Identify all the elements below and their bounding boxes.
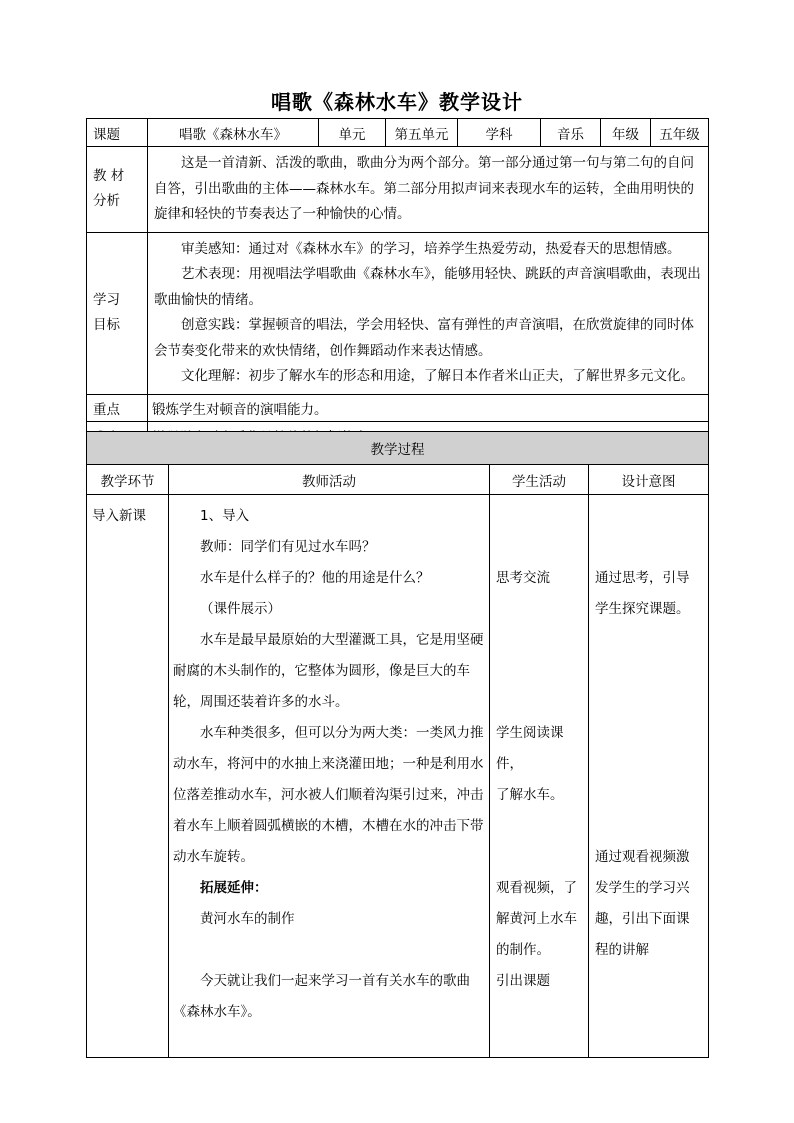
unit-label: 单元 <box>319 119 386 147</box>
teacher-waterwheel-desc: 水车是最早最原始的大型灌溉工具，它是用坚硬耐腐的木头制作的，它整体为圆形，像是巨大的车轮，周围还装着许多的水斗。 <box>173 632 484 710</box>
teacher-waterwheel-types: 水车种类很多，但可以分为两大类：一类风力推动水车，将河中的水抽上来浇灌田地；一种是利用水位落差推动水车，河水被人们顺着沟渠引过来，冲击着水车上顺着圆弧横嵌的木槽，木槽在水的冲击下带动水车旋转。 <box>173 725 484 865</box>
col-teacher-header: 教师活动 <box>169 465 490 495</box>
col-design-header: 设计意图 <box>589 465 709 495</box>
grade-label: 年级 <box>601 119 651 147</box>
col-student-header: 学生活动 <box>490 465 589 495</box>
teacher-extension-label <box>173 873 485 904</box>
analysis-label-line1: 教 材 <box>93 168 125 185</box>
goal-cultural: 文化理解：初步了解水车的形态和用途，了解日本作者米山正夫，了解世界多元文化。 <box>181 368 694 384</box>
teacher-step-intro: 1、导入 <box>200 508 250 524</box>
key-point-label: 重点 <box>87 394 148 421</box>
process-header-row <box>87 432 709 465</box>
analysis-row <box>87 147 709 233</box>
design-video-2: 发学生的学习兴 <box>595 880 690 896</box>
col-stage-header: 教学环节 <box>87 465 169 495</box>
design-video-4: 程的讲解 <box>595 942 649 958</box>
info-row <box>87 119 709 147</box>
teacher-question-1: 教师：同学们有见过水车吗？ <box>200 539 376 555</box>
column-header-row <box>87 465 709 495</box>
lesson-info-table <box>86 118 709 451</box>
design-think-1: 通过思考，引导 <box>595 570 690 586</box>
unit-value: 第五单元 <box>386 119 458 147</box>
teacher-yellow-river: 黄河水车的制作 <box>200 911 295 927</box>
teacher-question-2: 水车是什么样子的？他的用途是什么？ <box>200 570 430 586</box>
extension-heading: 拓展延伸： <box>200 880 268 896</box>
goals-label-line2: 目标 <box>93 317 120 333</box>
stage-cell: 导入新课 <box>87 495 169 1058</box>
teacher-closing: 今天就让我们一起来学习一首有关水车的歌曲《森林水车》。 <box>173 973 470 1020</box>
teacher-courseware-note: （课件展示） <box>200 601 281 617</box>
intro-row <box>87 495 709 1058</box>
student-think: 思考交流 <box>496 570 550 586</box>
design-video-1: 通过观看视频激 <box>595 849 690 865</box>
subject-label: 学科 <box>458 119 541 147</box>
analysis-label-line2: 分析 <box>93 193 120 210</box>
document-title: 唱歌《森林水车》教学设计 <box>271 90 523 114</box>
goal-creative: 创意实践：掌握顿音的唱法，学会用轻快、富有弹性的声音演唱，在欣赏旋律的同时体会节奏变化带来的欢快情绪，创作舞蹈动作来表达情感。 <box>154 317 694 359</box>
teacher-spacer <box>173 935 485 966</box>
student-read-1: 学生阅读课件， <box>496 725 564 772</box>
goals-label-line1: 学习 <box>93 292 120 308</box>
design-intent-cell <box>589 495 709 1058</box>
topic-label: 课题 <box>87 119 148 147</box>
student-topic: 引出课题 <box>496 973 550 989</box>
goal-aesthetic: 审美感知：通过对《森林水车》的学习，培养学生热爱劳动，热爱春天的思想情感。 <box>181 240 681 257</box>
analysis-text: 这是一首清新、活泼的歌曲，歌曲分为两个部分。第一部分通过第一句与第二句的自问自答，引出歌曲的主体——森林水车。第二部分用拟声词来表现水车的运转，全曲用明快的旋律和轻快的节奏表达了一种愉快的心情。 <box>154 155 694 222</box>
subject-value: 音乐 <box>541 119 601 147</box>
goals-cell <box>148 232 709 394</box>
goal-artistic: 艺术表现：用视唱法学唱歌曲《森林水车》，能够用轻快、跳跃的声音演唱歌曲，表现出歌曲愉快的情绪。 <box>154 266 701 308</box>
grade-value: 五年级 <box>651 119 709 147</box>
key-point-row <box>87 394 709 421</box>
design-video-3: 趣，引出下面课 <box>595 911 690 927</box>
student-video-2: 解黄河上水车 <box>496 911 577 927</box>
topic-value: 唱歌《森林水车》 <box>148 119 319 147</box>
design-think-2: 学生探究课题。 <box>595 601 690 617</box>
analysis-label <box>87 147 148 233</box>
teaching-process-table <box>86 431 709 1058</box>
analysis-cell <box>148 147 709 233</box>
goals-label <box>87 232 148 394</box>
student-video-3: 的制作。 <box>496 942 550 958</box>
student-activity-cell <box>490 495 589 1058</box>
teacher-activity-cell <box>169 495 490 1058</box>
key-point-text: 锻炼学生对顿音的演唱能力。 <box>148 394 709 421</box>
student-video-1: 观看视频，了 <box>496 880 577 896</box>
goals-row <box>87 232 709 394</box>
student-read-2: 了解水车。 <box>496 787 564 803</box>
process-header: 教学过程 <box>87 432 709 465</box>
